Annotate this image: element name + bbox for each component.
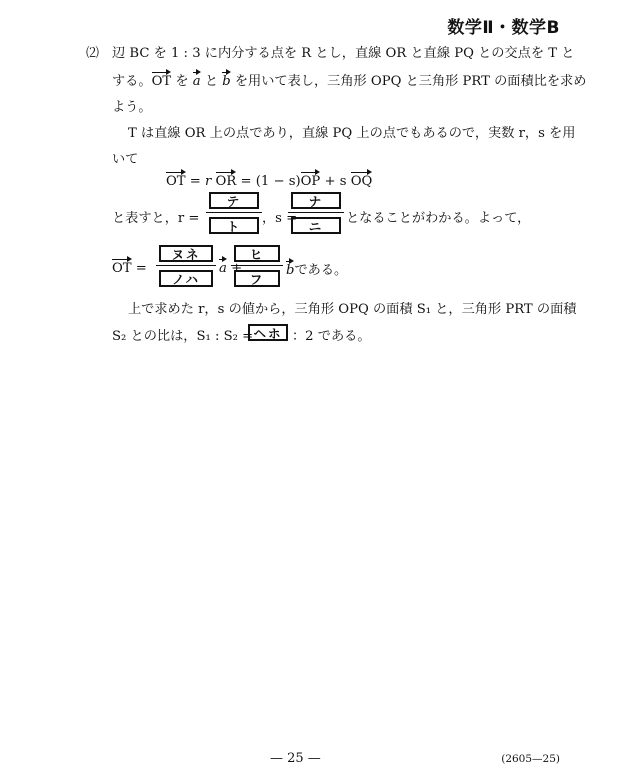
vector-ot: OT (151, 74, 172, 89)
answer-box-te: テ (209, 192, 259, 209)
page-number: — 25 — (270, 751, 321, 766)
text-line-5: いて (112, 152, 139, 167)
text-line-1: 辺 BC を 1 : 3 に内分する点を R とし，直線 OR と直線 PQ との交点を T と (112, 46, 575, 61)
answer-box-nune: ヌネ (159, 245, 213, 262)
text-fragment: する。 (112, 74, 152, 89)
eq-fragment: = r (185, 174, 216, 189)
text-fragment: と (200, 74, 223, 89)
text-line-7-end: となることがわかる。よって， (346, 211, 531, 226)
vector-equation (166, 172, 372, 189)
text-line-9: 上で求めた r，s の値から，三角形 OPQ の面積 S₁ と，三角形 PRT の面積 (128, 302, 577, 317)
eq-fragment: である。 (294, 263, 348, 278)
vector-a: a (219, 261, 227, 276)
eq-fragment: + s (320, 174, 351, 189)
text-r-equals: と表すと，r = (112, 211, 200, 226)
fraction-bar (206, 212, 262, 213)
vector-b: b (222, 74, 231, 89)
answer-box-fu: フ (234, 270, 280, 287)
eq-fragment: = (1 − s) (236, 174, 301, 189)
text-fragment: を (171, 74, 193, 89)
text-ot-equals (112, 259, 147, 276)
text-line-4: T は直線 OR 上の点であり，直線 PQ 上の点でもあるので，実数 r，s を用 (128, 126, 576, 141)
page-header: 数学Ⅱ・数学B (447, 18, 560, 38)
text-b-end (286, 259, 347, 278)
fraction-bar (231, 265, 283, 266)
text-fragment: を用いて表し，三角形 OPQ と三角形 PRT の面積比を求め (230, 74, 587, 89)
text-line-10a: S₂ との比は，S₁ : S₂ = (112, 329, 254, 344)
answer-box-noha: ノハ (159, 270, 213, 287)
vector-a: a (192, 74, 201, 89)
problem-number: ⑵ (86, 46, 100, 61)
text-line-10b: ：2 である。 (292, 329, 371, 344)
fraction-bar (288, 212, 344, 213)
answer-box-to: ト (209, 217, 259, 234)
eq-fragment: = (131, 261, 147, 276)
vector-ot: OT (166, 174, 186, 189)
text-s-equals: ，s = (262, 211, 298, 226)
page-code: (2605—25) (501, 753, 560, 765)
vector-op: OP (300, 174, 321, 189)
answer-box-ni: ニ (291, 217, 341, 234)
eq-fragment: + (226, 261, 243, 276)
vector-oq: OQ (350, 174, 373, 189)
vector-ot: OT (112, 261, 132, 276)
text-line-2 (112, 70, 586, 89)
text-line-3: よう。 (112, 100, 152, 115)
answer-box-hi: ヒ (234, 245, 280, 262)
answer-box-heho: ヘホ (248, 324, 288, 341)
vector-or: OR (215, 174, 237, 189)
vector-b: b (286, 263, 295, 278)
answer-box-na: ナ (291, 192, 341, 209)
fraction-bar (156, 265, 216, 266)
